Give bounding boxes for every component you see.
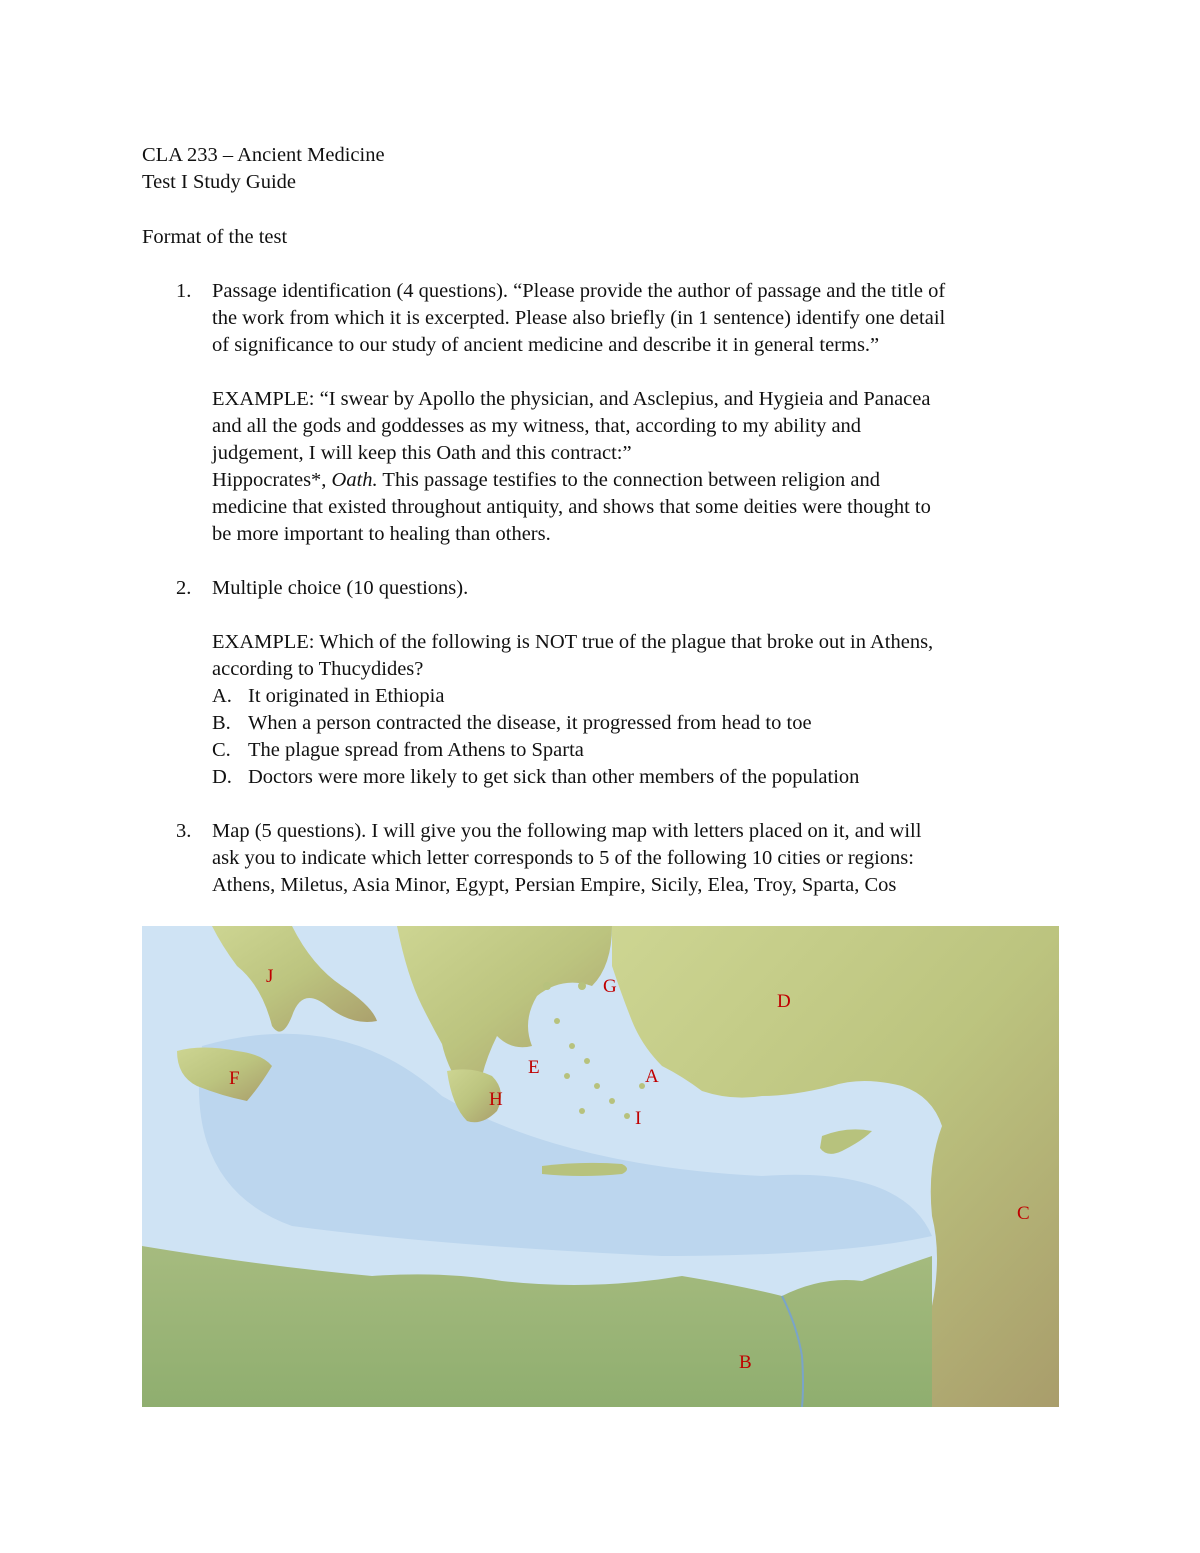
map-label-j: J (266, 966, 274, 987)
item-3-line-3: Athens, Miletus, Asia Minor, Egypt, Persian Empire, Sicily, Elea, Troy, Sparta, Cos (212, 874, 897, 896)
map-label-e: E (528, 1057, 540, 1078)
item-2-line-1: Multiple choice (10 questions). (212, 577, 469, 599)
answer-author: Hippocrates*, (212, 469, 332, 491)
item-1-answer-line-3: be more important to healing than others. (212, 523, 551, 545)
answer-rest: This passage testifies to the connection between religion and (377, 469, 880, 491)
item-1-example-line-2: and all the gods and goddesses as my witness, that, according to my ability and (212, 415, 862, 437)
item-1-answer-line-2: medicine that existed throughout antiquity, and shows that some deities were thought to (212, 496, 931, 518)
choice-letter-b: B. (212, 712, 231, 734)
choice-text-d: Doctors were more likely to get sick than other members of the population (248, 766, 860, 788)
crete-island (542, 1163, 627, 1176)
item-1-example-line-1: EXAMPLE: “I swear by Apollo the physician, and Asclepius, and Hygieia and Panacea (212, 388, 931, 410)
item-3-line-1: Map (5 questions). I will give you the following map with letters placed on it, and will (212, 820, 922, 842)
map-label-b: B (739, 1352, 752, 1373)
choice-letter-a: A. (212, 685, 232, 707)
map-label-h: H (489, 1089, 503, 1110)
item-3-line-2: ask you to indicate which letter corresponds to 5 of the following 10 cities or regions: (212, 847, 914, 869)
course-title: CLA 233 – Ancient Medicine (142, 144, 385, 166)
choice-text-a: It originated in Ethiopia (248, 685, 445, 707)
map-label-d: D (777, 991, 791, 1012)
item-2-example-line-1: EXAMPLE: Which of the following is NOT true of the plague that broke out in Athens, (212, 631, 934, 653)
map-label-c: C (1017, 1203, 1030, 1224)
map-label-i: I (635, 1108, 642, 1129)
choice-text-b: When a person contracted the disease, it progressed from head to toe (248, 712, 812, 734)
item-number-3: 3. (176, 820, 192, 842)
item-1-example-line-3: judgement, I will keep this Oath and this contract:” (212, 442, 632, 464)
item-2-example-line-2: according to Thucydides? (212, 658, 424, 680)
choice-text-c: The plague spread from Athens to Sparta (248, 739, 584, 761)
mediterranean-map (142, 926, 1059, 1407)
item-1-line-1: Passage identification (4 questions). “Please provide the author of passage and the title of (212, 280, 946, 302)
map-label-f: F (229, 1068, 240, 1089)
format-heading: Format of the test (142, 226, 288, 248)
map-label-g: G (603, 976, 617, 997)
item-number-2: 2. (176, 577, 192, 599)
map-label-a: A (645, 1066, 659, 1087)
choice-letter-d: D. (212, 766, 232, 788)
item-1-line-3: of significance to our study of ancient medicine and describe it in general terms.” (212, 334, 880, 356)
item-1-answer-line-1 (212, 467, 1062, 494)
item-number-1: 1. (176, 280, 192, 302)
guide-subtitle: Test I Study Guide (142, 171, 297, 193)
choice-letter-c: C. (212, 739, 231, 761)
item-1-line-2: the work from which it is excerpted. Please also briefly (in 1 sentence) identify one detail (212, 307, 946, 329)
answer-work-title: Oath. (331, 469, 378, 491)
